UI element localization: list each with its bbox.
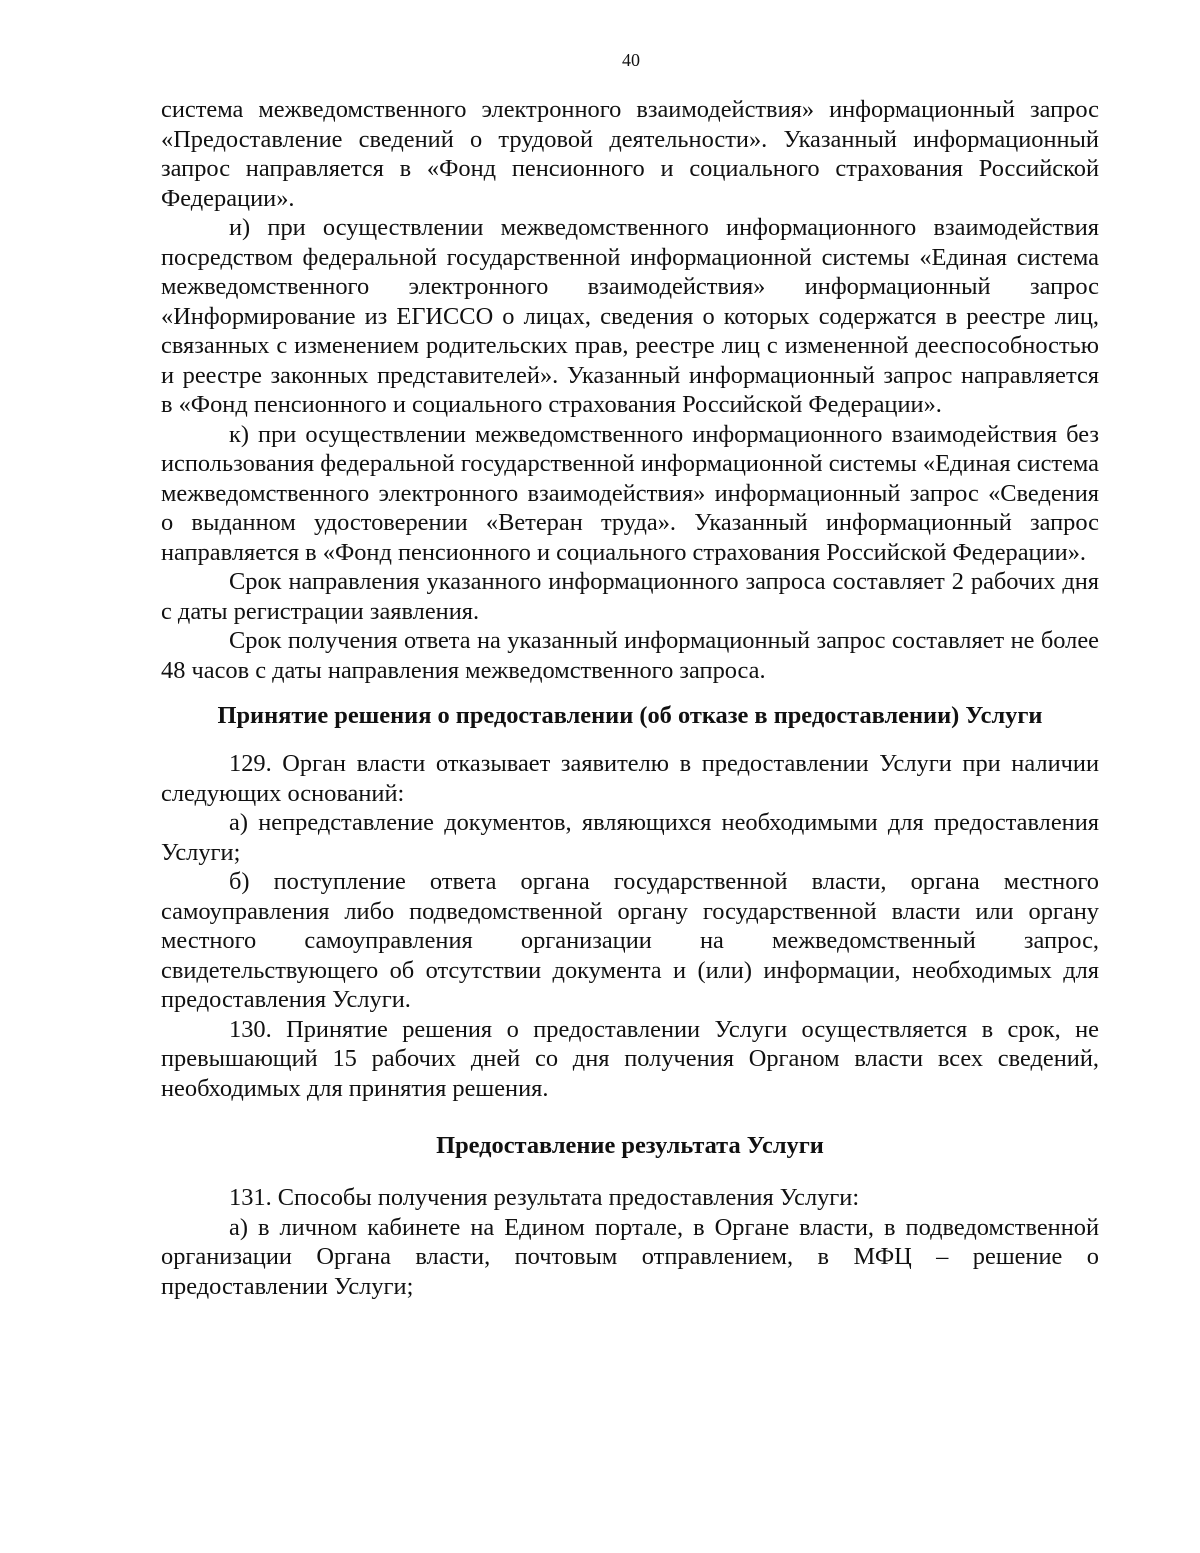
paragraph-top-4: Срок направления указанного информационного запроса составляет 2 рабочих дня с даты регистрации заявления. (161, 568, 1099, 625)
document-body (161, 95, 1099, 1301)
paragraph-129-b: б) поступление ответа органа государственной власти, органа местного самоуправления либо подведомственной органу государственной власти или органу местного самоуправления организации на межведомственный запрос, свидетельствующего об отсутствии документа и (или) информации, необходимых для предоставления Услуги. (161, 868, 1099, 1013)
paragraph-129-a: а) непредставление документов, являющихся необходимыми для предоставления Услуги; (161, 809, 1099, 866)
paragraph-top-3: к) при осуществлении межведомственного информационного взаимодействия без использования федеральной государственной информационной системы «Единая система межведомственного электронного взаимодействия» информационный запрос «Сведения о выданном удостоверении «Ветеран труда». Указанный информационный запрос направляется в «Фонд пенсионного и социального страхования Российской Федерации». (161, 420, 1099, 566)
paragraph-top-2: и) при осуществлении межведомственного информационного взаимодействия посредством федеральной государственной информационной системы «Единая система межведомственного электронного взаимодействия» информационный запрос «Информирование из ЕГИССО о лицах, сведения о которых содержатся в реестре лиц, связанных с изменением родительских прав, реестре лиц с измененной дееспособностью и реестре законных представителей». Указанный информационный запрос направляется в «Фонд пенсионного и социального страхования Российской Федерации». (161, 214, 1099, 418)
paragraph-130: 130. Принятие решения о предоставлении Услуги осуществляется в срок, не превышающий 15 рабочих дней со дня получения Органом власти всех сведений, необходимых для принятия решения. (161, 1015, 1099, 1102)
paragraph-top-5: Срок получения ответа на указанный информационный запрос составляет не более 48 часов с даты направления межведомственного запроса. (161, 627, 1099, 684)
paragraph-131: 131. Способы получения результата предоставления Услуги: (229, 1184, 860, 1211)
paragraph-top-1: система межведомственного электронного взаимодействия» информационный запрос «Предоставление сведений о трудовой деятельности». Указанный информационный запрос направляется в «Фонд пенсионного и социального страхования Российской Федерации». (161, 96, 1099, 212)
section-heading-decision: Принятие решения о предоставлении (об отказе в предоставлении) Услуги (217, 702, 1043, 729)
paragraph-129: 129. Орган власти отказывает заявителю в предоставлении Услуги при наличии следующих оснований: (161, 750, 1099, 807)
section-heading-result: Предоставление результата Услуги (436, 1132, 824, 1159)
page-number: 40 (622, 50, 640, 70)
paragraph-131-a: а) в личном кабинете на Едином портале, в Органе власти, в подведомственной организации Органа власти, почтовым отправлением, в МФЦ – решение о предоставлении Услуги; (161, 1213, 1099, 1300)
